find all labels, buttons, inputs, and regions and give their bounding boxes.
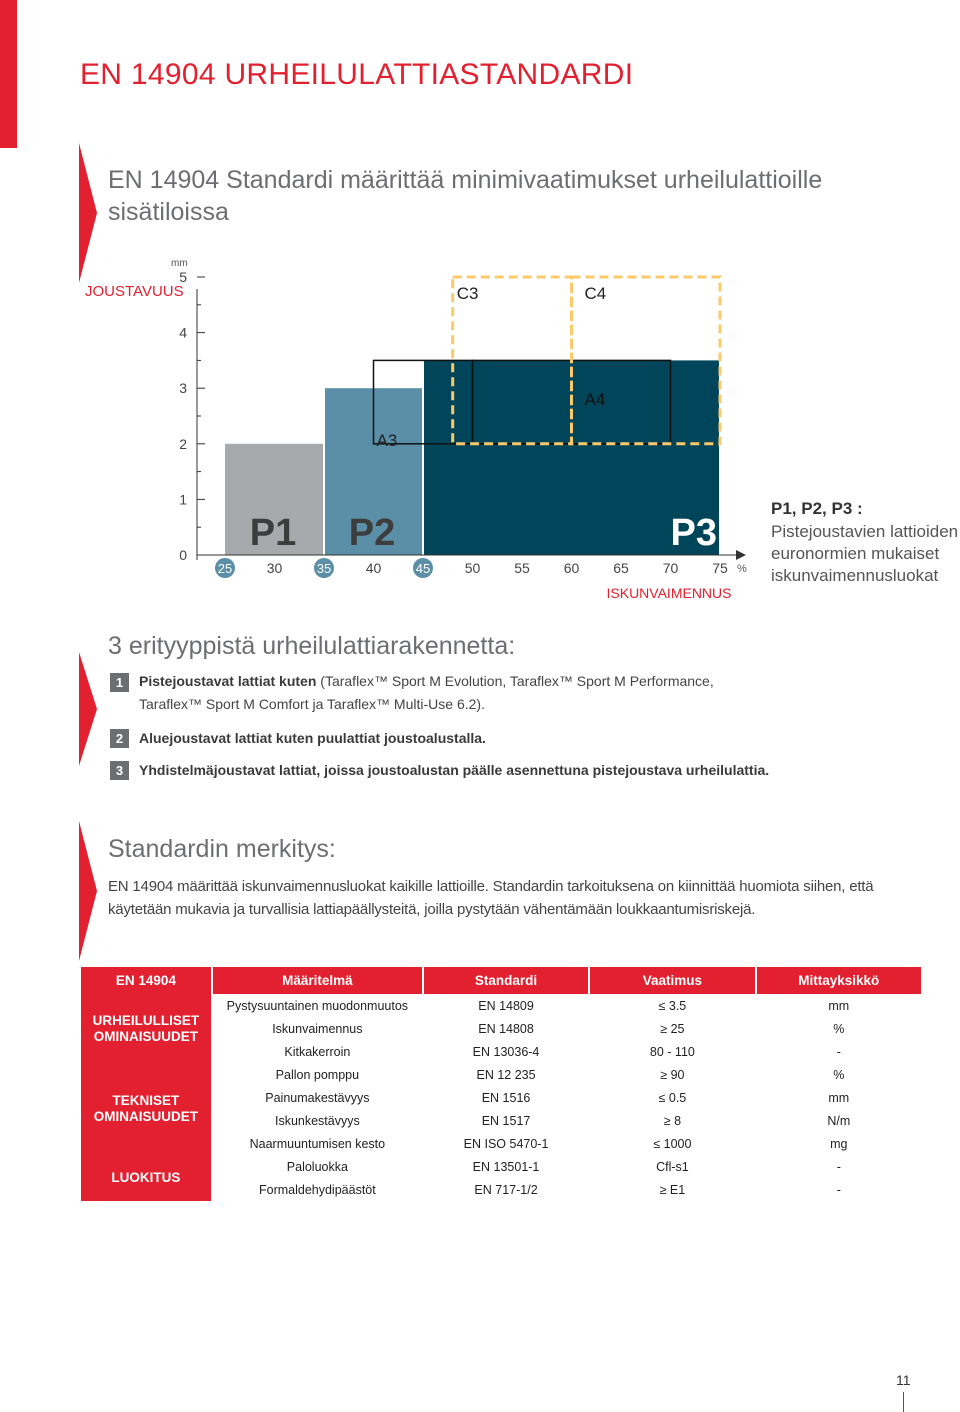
table-cell: Iskunvaimennus	[272, 1021, 363, 1036]
list-number: 2	[110, 729, 129, 748]
table-category: TEKNISET OMINAISUUDET	[81, 1063, 211, 1155]
x-tick-label: 25	[217, 561, 233, 576]
table-header: Mittayksikkö	[757, 967, 921, 994]
bar-label-p2: P2	[348, 512, 396, 554]
table-cell: Formaldehydipäästöt	[258, 1182, 376, 1197]
table-header-row	[81, 967, 921, 994]
list-item	[139, 727, 839, 750]
y-tick-label: 2	[179, 435, 187, 452]
x-unit-label: %	[737, 563, 747, 575]
x-tick-label: 70	[662, 560, 679, 576]
table-cell: Cfl-s1	[656, 1159, 689, 1174]
table-cell: mm	[828, 1090, 850, 1105]
x-axis-arrow-icon	[736, 550, 746, 560]
types-section-title: 3 erityyppistä urheilulattiarakennetta:	[108, 632, 516, 660]
table-header: Vaatimus	[590, 967, 754, 994]
table-cell: EN 13036-4	[472, 1044, 540, 1059]
table-cell: Iskunkestävyys	[274, 1113, 360, 1128]
y-unit-label: mm	[171, 258, 188, 269]
table-cell: ≤ 3.5	[658, 998, 687, 1013]
list-item	[139, 670, 739, 716]
table-header: EN 14904	[81, 967, 211, 994]
table-cell: %	[833, 1021, 845, 1036]
table-row	[81, 1063, 921, 1086]
list-number: 1	[110, 673, 129, 692]
x-tick-label: 35	[316, 561, 332, 576]
table-cell: EN 14808	[478, 1021, 534, 1036]
legend-body: Pistejoustavien lattioiden euronormien mukaiset iskunvaimennusluokat	[771, 522, 959, 585]
table-header: Standardi	[424, 967, 588, 994]
x-tick-label: 65	[613, 560, 629, 576]
page-number: 11	[896, 1372, 911, 1388]
x-tick-label: 75	[712, 560, 728, 576]
region-label-c4: C4	[584, 284, 607, 304]
x-tick-label: 55	[514, 560, 530, 576]
list-item-bold: Yhdistelmäjoustavat lattiat, joissa joustoalustan päälle asennettuna pistejoustava urheilulattia.	[139, 762, 770, 778]
table-cell: ≥ E1	[659, 1182, 686, 1197]
table-cell: Paloluokka	[286, 1159, 348, 1174]
subheading: EN 14904 Standardi määrittää minimivaatimukset urheilulattioille sisätiloissa	[108, 166, 823, 226]
x-axis-title: ISKUNVAIMENNUS	[606, 585, 732, 601]
table-cell: mg	[830, 1136, 848, 1151]
list-item	[139, 759, 859, 782]
table-cell: ≤ 1000	[653, 1136, 692, 1151]
red-edge-bar	[0, 0, 17, 148]
y-tick-label: 4	[179, 324, 187, 341]
table-cell: %	[833, 1067, 845, 1082]
table-cell: Kitkakerroin	[284, 1044, 351, 1059]
table-cell: Naarmuuntumisen kesto	[249, 1136, 386, 1151]
table-cell: ≥ 8	[663, 1113, 682, 1128]
table-category: LUOKITUS	[81, 1155, 211, 1201]
list-item-bold: Pistejoustavat lattiat kuten	[139, 673, 317, 689]
bar-label-p1: P1	[249, 512, 297, 554]
region-label-c3: C3	[456, 284, 479, 304]
x-tick-label: 30	[266, 560, 283, 576]
table-row	[81, 994, 921, 1017]
table-cell: ≤ 0.5	[658, 1090, 687, 1105]
y-axis-title: JOUSTAVUUS	[85, 283, 184, 300]
section-marker-triangle	[79, 821, 97, 961]
table-cell: -	[836, 1182, 841, 1197]
list-item-rest: (Taraflex™ Sport M Evolution, Taraflex™ Sport M Performance, Taraflex™ Sport M Comfort ja Taraflex™ Multi-Use 6.2).	[139, 673, 714, 712]
page-title: EN 14904 URHEILULATTIASTANDARDI	[80, 58, 634, 91]
table-cell: ≥ 25	[660, 1021, 685, 1036]
table-row	[81, 1155, 921, 1178]
bar-label-p3: P3	[670, 512, 717, 554]
table-cell: EN ISO 5470-1	[463, 1136, 549, 1151]
x-tick-label: 45	[415, 561, 431, 576]
x-tick-label: 50	[464, 560, 481, 576]
y-tick-label: 1	[179, 491, 187, 508]
list-item-bold: Aluejoustavat lattiat kuten puulattiat joustoalustalla.	[139, 730, 486, 746]
table-cell: EN 13501-1	[472, 1159, 540, 1174]
meaning-paragraph: EN 14904 määrittää iskunvaimennusluokat kaikille lattioille. Standardin tarkoituksena on kiinnittää huomiota siihen, että käytetään mukavia ja turvallisia lattiapäällysteitä, joilla pystytään vähentämään loukkaantumisriskejä.	[108, 878, 874, 918]
table-cell: 80 - 110	[649, 1044, 695, 1059]
table-category: URHEILULLISET OMINAISUUDET	[81, 994, 211, 1063]
table-cell: -	[836, 1044, 841, 1059]
x-tick-label: 40	[365, 560, 382, 576]
table-cell: Pallon pomppu	[275, 1067, 360, 1082]
y-tick-label: 3	[179, 380, 187, 397]
table-cell: Painumakestävyys	[265, 1090, 370, 1105]
x-tick-label: 60	[563, 560, 580, 576]
y-tick-label: 0	[179, 547, 187, 563]
table-cell: mm	[828, 998, 850, 1013]
table-cell: EN 12 235	[476, 1067, 536, 1082]
table-cell: EN 717-1/2	[474, 1182, 538, 1197]
region-label-a3: A3	[376, 430, 398, 450]
table-header: Määritelmä	[213, 967, 422, 994]
section-marker-triangle	[79, 652, 97, 766]
page-number-rule	[903, 1392, 904, 1412]
table-cell: EN 1516	[481, 1090, 531, 1105]
meaning-section-title: Standardin merkitys:	[108, 835, 336, 863]
list-number: 3	[110, 761, 129, 780]
table-cell: -	[836, 1159, 841, 1174]
table-cell: Pystysuuntainen muodonmuutos	[226, 998, 409, 1013]
table-cell: N/m	[827, 1113, 851, 1128]
table-cell: EN 14809	[478, 998, 534, 1013]
table-cell: EN 1517	[481, 1113, 531, 1128]
legend-title: P1, P2, P3 :	[771, 499, 863, 518]
region-label-a4: A4	[584, 389, 606, 409]
spec-table	[79, 967, 923, 1201]
y-tick-label: 5	[179, 269, 187, 285]
table-cell: ≥ 90	[660, 1067, 685, 1082]
